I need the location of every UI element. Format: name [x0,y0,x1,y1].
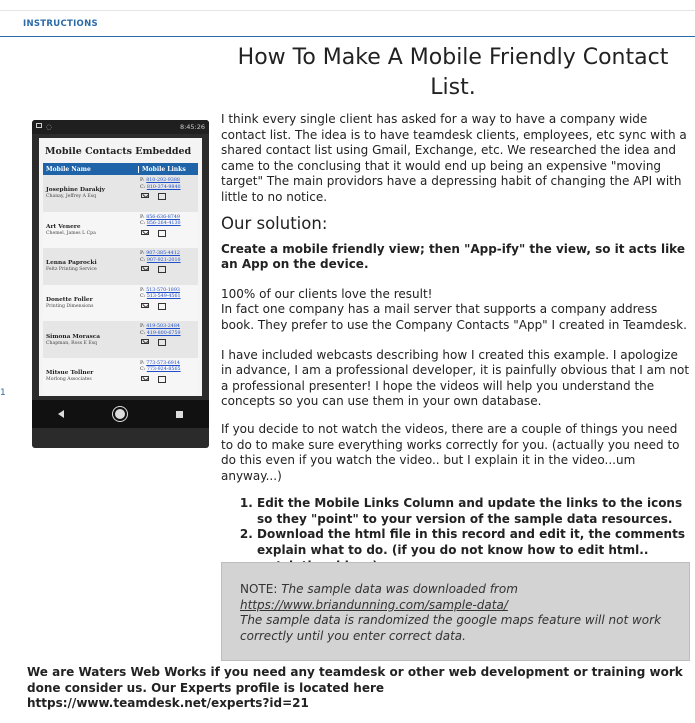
contact-name-cell [43,285,138,322]
phone-link: 907-385-4412 [146,251,180,257]
step-item: 1. Edit the Mobile Links Column and update the links to the icons so they "point" to your version of the sample data resources. [257,496,691,527]
cell-link: 907-921-2010 [146,257,181,263]
left-marker: 1 [0,388,6,398]
contact-name: Lenna Paprocki [46,260,97,267]
top-divider [0,10,695,11]
contact-name-cell [43,212,138,249]
mail-icon [141,376,149,381]
status-time: 8:45:26 [179,123,205,131]
contact-links-cell [138,285,198,322]
contact-name: Art Venere [46,223,81,230]
phone-table-header [43,163,198,175]
phone-contact-row [43,358,198,395]
map-icon [158,193,166,200]
map-icon [158,266,166,273]
contact-cell: C: 810-374-9840 [140,184,181,190]
experts-link[interactable]: https://www.teamdesk.net/experts?id=21 [27,696,309,711]
note-prefix: NOTE: [240,582,282,596]
solution-bold: Create a mobile friendly view; then "App-ify" the view, so it acts like an App on the device. [221,241,685,272]
mail-icon [141,339,149,344]
contact-phone: P: 856-636-8749 [140,214,180,220]
phone-screenshot [32,120,209,448]
back-icon [58,410,64,418]
map-icon [158,303,166,310]
contact-company: Chemel, James L Cpa [46,230,96,236]
intro-paragraph: I think every single client has asked for a way to have a company wide contact list. The idea is to have teamdesk clients, employees, etc sync with a shared contact list using Gmail, Exchange, etc. We researched the idea and came to the conclusing that it would end up being an expensive "moving target" The main providors have a depressing habit of changing the API with little to no notice. [221,112,687,204]
step-item: 2. Download the html file in this record and edit it, the comments explain what to do. (if you do not know how to edit html.. [257,527,691,574]
phone-contact-row [43,212,198,249]
instructions-body [221,112,691,574]
no-videos-paragraph: If you decide to not watch the videos, there are a couple of things you need to do to make sure everything works correctly for you. (actually you need to do this even if you watch the video.. but I explain it in the video...um anyway...) [221,421,680,483]
tab-underline [0,36,695,37]
phone-contact-row [43,321,198,358]
note-box [221,562,690,661]
phone-link: 856-636-8749 [146,214,180,220]
contact-links-cell [138,321,198,358]
contact-cell: C: 513-549-4561 [140,294,181,300]
mail-icon [141,266,149,271]
cell-link: 419-800-6759 [146,330,181,336]
solution-heading: Our solution: [221,213,328,233]
contact-phone: P: 513-570-1893 [140,287,180,293]
mail-server-paragraph: In fact one company has a mail server that supports a company address book. They prefer to use the Company Contacts "App" I created in Teamdesk. [221,302,687,332]
phone-contact-row [43,175,198,212]
contact-name-cell [43,358,138,395]
contact-cell: C: 856-264-4130 [140,221,181,227]
phone-status-bar [32,120,209,134]
phone-link: 419-503-2484 [146,324,180,330]
phone-link: 773-573-6914 [146,360,180,366]
contact-name: Josephine Darakjy [46,187,106,194]
contact-company: Feltz Printing Service [46,267,97,273]
tab-instructions[interactable]: INSTRUCTIONS [23,19,98,29]
contact-company: Chapman, Ross E Esq [46,340,97,346]
contact-phone: P: 810-292-9388 [140,178,180,183]
status-sync-icon: ◌ [46,123,52,131]
contact-phone: P: 419-503-2484 [140,324,180,330]
contact-phone: P: 907-385-4412 [140,251,180,257]
contact-cell: C: 773-924-8565 [140,367,181,373]
page-title: How To Make A Mobile Friendly Contact List. [237,45,669,100]
contact-links-cell [138,175,198,212]
contact-name: Simona Morasca [46,333,101,340]
webcasts-paragraph: I have included webcasts describing how I created this example. I apologize in advance, I am a professional developer, it is painfully obvious that I am not a professional presenter! I hope the videos will help you understand the concepts so you can use them in your own database. [221,347,690,409]
map-icon [158,376,166,383]
mail-icon [141,303,149,308]
note-url[interactable]: https://www.briandunning.com/sample-data/ [240,597,508,612]
contact-name-cell [43,321,138,358]
phone-nav-bar [32,400,209,428]
cell-link: 810-374-9840 [146,184,181,190]
phone-screen [39,138,202,396]
contact-phone: P: 773-573-6914 [140,360,180,366]
col-mobile-links: Mobile Links [138,166,198,173]
contact-name-cell [43,175,138,212]
phone-link: 513-570-1893 [146,287,180,293]
home-icon [115,409,125,419]
contact-company: Printing Dimensions [46,304,94,310]
contact-name-cell [43,248,138,285]
status-image-icon [36,123,42,128]
note-line2: The sample data is randomized the google maps feature will not work correctly until you enter correct data. [240,613,662,643]
col-mobile-name: Mobile Name [46,165,91,173]
map-icon [158,230,166,237]
contact-company: Chanay, Jeffrey A Esq [46,194,97,200]
phone-heading: Mobile Contacts Embedded [45,146,192,157]
phone-contacts-table [43,163,198,395]
note-line1: The sample data was downloaded from [281,582,518,596]
contact-links-cell [138,212,198,249]
contact-company: Morlong Associates [46,377,92,383]
mail-icon [141,230,149,235]
cell-link: 773-924-8565 [146,367,181,373]
cell-link: 513-549-4561 [146,294,181,300]
contact-cell: C: 907-921-2010 [140,257,181,263]
footer [27,665,692,712]
contact-links-cell [138,358,198,395]
map-icon [158,339,166,346]
mail-icon [141,193,149,198]
contact-name: Donette Foller [46,297,93,304]
contact-name: Mitsue Tollner [46,370,94,377]
contact-cell: C: 419-800-6759 [140,330,181,336]
phone-contact-row [43,248,198,285]
love-line: 100% of our clients love the result! [221,286,433,301]
phone-link: 810-292-9388 [146,178,180,183]
footer-text: We are Waters Web Works if you need any teamdesk or other web development or training work done consider us. Our Experts profile is located here [27,665,683,695]
recent-apps-icon [176,411,183,418]
cell-link: 856-264-4130 [146,221,181,227]
contact-links-cell [138,248,198,285]
phone-contact-row [43,285,198,322]
